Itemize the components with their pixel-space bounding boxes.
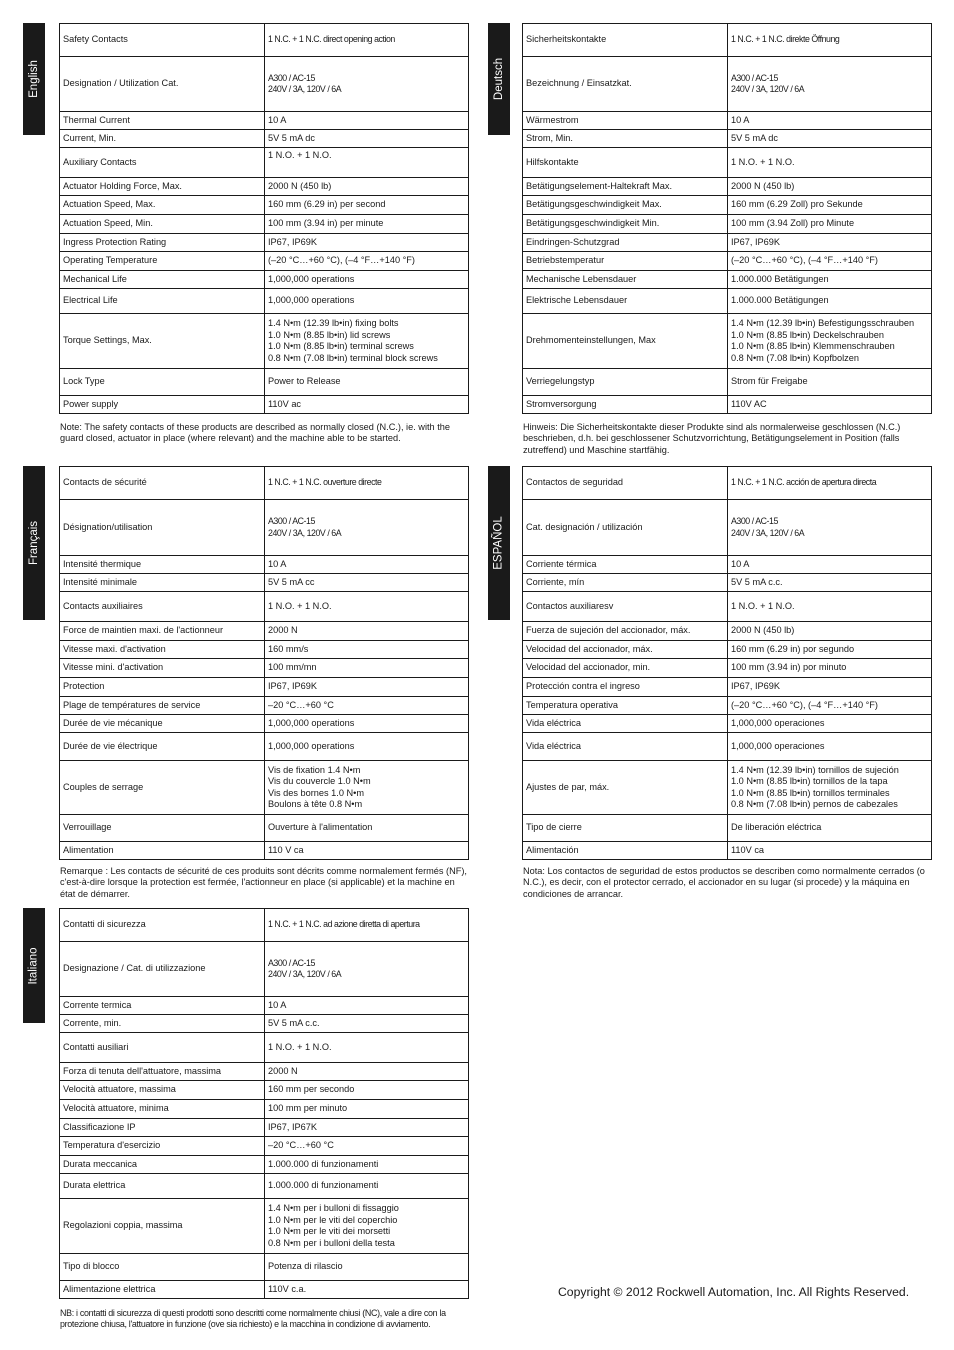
spec-label: Contatti di sicurezza (60, 909, 265, 942)
spec-label: Eindringen-Schutzgrad (523, 234, 728, 252)
spec-label: Wärmestrom (523, 112, 728, 130)
spec-label: Betätigungsgeschwindigkeit Max. (523, 196, 728, 215)
spec-label: Safety Contacts (60, 24, 265, 57)
language-tab-label: ESPAÑOL (493, 516, 506, 570)
table-row (523, 678, 932, 697)
table-row (60, 1081, 469, 1100)
spec-label: Tipo de cierre (523, 815, 728, 842)
table-row (60, 733, 469, 761)
spec-value: 1 N.C. + 1 N.C. ad azione diretta di apertura (265, 909, 469, 942)
table-row (60, 1254, 469, 1281)
table-row (523, 815, 932, 842)
spec-table-deutsch (522, 23, 932, 414)
spec-label: Thermal Current (60, 112, 265, 130)
spec-label: Auxiliary Contacts (60, 148, 265, 178)
spec-value: 1 N.O. + 1 N.O. (728, 592, 932, 622)
spec-value: 10 A (265, 112, 469, 130)
table-row (523, 556, 932, 574)
spec-table-espanol (522, 466, 932, 860)
spec-value: 2000 N (265, 622, 469, 641)
table-row (60, 641, 469, 659)
table-row (523, 234, 932, 252)
table-row (60, 1063, 469, 1081)
spec-label: Corrente termica (60, 997, 265, 1015)
spec-value: 160 mm (6.29 in) por segundo (728, 641, 932, 659)
table-row (60, 196, 469, 215)
note-english: Note: The safety contacts of these products are described as normally closed (N.C.), ie. with the guard closed, actuator in place (where relevant) and the machine able to be started. (60, 422, 450, 444)
table-row (60, 574, 469, 592)
table-row (60, 24, 469, 57)
spec-label: Corriente, mín (523, 574, 728, 592)
spec-label: Strom, Min. (523, 130, 728, 148)
spec-label: Current, Min. (60, 130, 265, 148)
table-row (60, 178, 469, 196)
table-row (523, 178, 932, 196)
spec-value: 110V ac (265, 396, 469, 414)
spec-label: Intensité thermique (60, 556, 265, 574)
spec-label: Forza di tenuta dell'attuatore, massima (60, 1063, 265, 1081)
spec-label: Stromversorgung (523, 396, 728, 414)
table-row (60, 1015, 469, 1033)
table-row (60, 678, 469, 697)
spec-value: Potenza di rilascio (265, 1254, 469, 1281)
note-espanol: Nota: Los contactos de seguridad de estos productos se describen como normalmente cerrados (o N.C.), es decir, con el protector cerrado, el accionador en su lugar (si procede) y la máquina en condiciones de arrancar. (523, 866, 925, 899)
table-row (60, 234, 469, 252)
spec-value: 110 V ca (265, 842, 469, 860)
spec-label: Contacts de sécurité (60, 467, 265, 500)
table-row (523, 196, 932, 215)
language-tab-deutsch (488, 23, 510, 135)
spec-label: Actuation Speed, Min. (60, 215, 265, 234)
spec-value: 110V AC (728, 396, 932, 414)
table-row (60, 815, 469, 842)
spec-value: 5V 5 mA dc (265, 130, 469, 148)
language-tab-francais (23, 466, 45, 620)
spec-label: Tipo di blocco (60, 1254, 265, 1281)
spec-label: Bezeichnung / Einsatzkat. (523, 57, 728, 112)
spec-value: 1 N.C. + 1 N.C. direkte Öffnung (728, 24, 932, 57)
table-row (60, 942, 469, 997)
spec-value: 1,000,000 operaciones (728, 715, 932, 733)
table-row (60, 592, 469, 622)
table-row (523, 148, 932, 178)
table-row (60, 1174, 469, 1199)
spec-label: Durée de vie électrique (60, 733, 265, 761)
spec-label: Durata elettrica (60, 1174, 265, 1199)
table-row (60, 1033, 469, 1063)
spec-label: Classificazione IP (60, 1119, 265, 1137)
table-row (523, 112, 932, 130)
spec-value: 1.4 N•m (12.39 lb•in) Befestigungsschrauben 1.0 N•m (8.85 lb•in) Deckelschrauben 1.0 N•m (8.85 lb•in) Klemmenschrauben 0.8 N•m (7.08 lb•in) Kopfbolzen (728, 314, 932, 369)
spec-label: Elektrische Lebensdauer (523, 289, 728, 314)
table-row (60, 314, 469, 369)
spec-value: 1,000,000 operations (265, 289, 469, 314)
spec-value: A300 / AC-15 240V / 3A, 120V / 6A (265, 57, 469, 112)
table-row (60, 697, 469, 715)
spec-value: 1,000,000 operations (265, 715, 469, 733)
table-row (60, 761, 469, 815)
table-row (60, 1199, 469, 1254)
spec-label: Verrouillage (60, 815, 265, 842)
spec-label: Couples de serrage (60, 761, 265, 815)
spec-value: A300 / AC-15 240V / 3A, 120V / 6A (728, 500, 932, 556)
spec-value: 1.4 N•m (12.39 lb•in) tornillos de sujeción 1.0 N•m (8.85 lb•in) tornillos de la tapa 1.0 N•m (8.85 lb•in) tornillos terminales 0.8 N•m (7.08 lb•in) pernos de cabezales (728, 761, 932, 815)
spec-value: 2000 N (265, 1063, 469, 1081)
spec-value: 100 mm per minuto (265, 1100, 469, 1119)
table-row (60, 252, 469, 271)
spec-label: Velocidad del accionador, min. (523, 659, 728, 678)
spec-value: De liberación eléctrica (728, 815, 932, 842)
table-row (523, 842, 932, 860)
language-tab-italiano (23, 908, 45, 1023)
spec-label: Corrente, min. (60, 1015, 265, 1033)
table-row (523, 369, 932, 396)
table-row (523, 24, 932, 57)
table-row (523, 57, 932, 112)
note-francais: Remarque : Les contacts de sécurité de ces produits sont décrits comme normalement fermés (NF), c'est-à-dire lorsque la protection est fermée, l'actionneur en place (si applicable) et la machine en état de démarrer. (60, 866, 467, 899)
spec-value: A300 / AC-15 240V / 3A, 120V / 6A (265, 942, 469, 997)
spec-label: Torque Settings, Max. (60, 314, 265, 369)
spec-label: Sicherheitskontakte (523, 24, 728, 57)
table-row (60, 1119, 469, 1137)
spec-value: 10 A (265, 556, 469, 574)
spec-value: (–20 °C…+60 °C), (–4 °F…+140 °F) (265, 252, 469, 271)
spec-label: Actuation Speed, Max. (60, 196, 265, 215)
spec-value: (–20 °C…+60 °C), (–4 °F…+140 °F) (728, 697, 932, 715)
table-row (60, 57, 469, 112)
spec-value: 1.000.000 Betätigungen (728, 271, 932, 289)
spec-label: Contactos de seguridad (523, 467, 728, 500)
spec-value: IP67, IP69K (265, 678, 469, 697)
table-row (523, 697, 932, 715)
table-row (60, 842, 469, 860)
table-row (60, 715, 469, 733)
spec-value: (–20 °C…+60 °C), (–4 °F…+140 °F) (728, 252, 932, 271)
spec-label: Corriente térmica (523, 556, 728, 574)
table-row (523, 641, 932, 659)
spec-label: Drehmomenteinstellungen, Max (523, 314, 728, 369)
spec-label: Fuerza de sujeción del accionador, máx. (523, 622, 728, 641)
spec-value: –20 °C…+60 °C (265, 1137, 469, 1156)
spec-label: Alimentation (60, 842, 265, 860)
table-row (523, 715, 932, 733)
spec-value: 1 N.C. + 1 N.C. ouverture directe (265, 467, 469, 500)
spec-label: Actuator Holding Force, Max. (60, 178, 265, 196)
spec-table-francais (59, 466, 469, 860)
spec-value: Vis de fixation 1.4 N•m Vis du couvercle 1.0 N•m Vis des bornes 1.0 N•m Boulons à tête 0.8 N•m (265, 761, 469, 815)
note-deutsch: Hinweis: Die Sicherheitskontakte dieser Produkte sind als normalerweise geschlossen (N.C.) beschrieben, d.h. bei geschlossener Schutzvorrichtung, Betätigungselement in Position (falls zutreffend) und Maschine startfähig. (523, 422, 901, 455)
spec-label: Designazione / Cat. di utilizzazione (60, 942, 265, 997)
spec-value: 2000 N (450 lb) (265, 178, 469, 196)
spec-value: 100 mm (3.94 Zoll) pro Minute (728, 215, 932, 234)
table-row (60, 467, 469, 500)
table-row (60, 271, 469, 289)
table-row (60, 500, 469, 556)
spec-value: 1.000.000 Betätigungen (728, 289, 932, 314)
spec-label: Alimentazione elettrica (60, 1281, 265, 1299)
table-row (60, 997, 469, 1015)
spec-value: 1,000,000 operations (265, 271, 469, 289)
language-tab-label: Italiano (28, 946, 40, 985)
spec-label: Regolazioni coppia, massima (60, 1199, 265, 1254)
table-row (60, 909, 469, 942)
table-row (60, 369, 469, 396)
spec-value: IP67, IP67K (265, 1119, 469, 1137)
table-row (60, 396, 469, 414)
table-row (523, 314, 932, 369)
note-italiano: NB: i contatti di sicurezza di questi prodotti sono descritti come normalmente chiusi (NC), vale a dire con la protezione chiusa, l'attuatore in funzione (ove sia richiesto) e la macchina in condizione di avviamento. (60, 1308, 446, 1330)
table-row (523, 622, 932, 641)
spec-value: 1.4 N•m (12.39 lb•in) fixing bolts 1.0 N•m (8.85 lb•in) lid screws 1.0 N•m (8.85 lb•in) terminal screws 0.8 N•m (7.08 lb•in) terminal block screws (265, 314, 469, 369)
spec-value: IP67, IP69K (728, 678, 932, 697)
spec-label: Mechanische Lebensdauer (523, 271, 728, 289)
language-tab-label: Deutsch (493, 57, 505, 101)
spec-value: Strom für Freigabe (728, 369, 932, 396)
spec-value: Power to Release (265, 369, 469, 396)
spec-value: 160 mm per secondo (265, 1081, 469, 1100)
spec-label: Hilfskontakte (523, 148, 728, 178)
spec-label: Betätigungsgeschwindigkeit Min. (523, 215, 728, 234)
table-row (60, 130, 469, 148)
spec-value: IP67, IP69K (265, 234, 469, 252)
spec-label: Velocidad del accionador, máx. (523, 641, 728, 659)
spec-label: Protection (60, 678, 265, 697)
spec-label: Velocità attuatore, minima (60, 1100, 265, 1119)
spec-value: Ouverture à l'alimentation (265, 815, 469, 842)
spec-label: Plage de températures de service (60, 697, 265, 715)
spec-value: 10 A (265, 997, 469, 1015)
copyright-notice: Copyright © 2012 Rockwell Automation, Inc. All Rights Reserved. (558, 1285, 910, 1299)
spec-label: Force de maintien maxi. de l'actionneur (60, 622, 265, 641)
spec-label: Désignation/utilisation (60, 500, 265, 556)
table-row (523, 574, 932, 592)
spec-value: 2000 N (450 lb) (728, 622, 932, 641)
table-row (60, 556, 469, 574)
spec-label: Durata meccanica (60, 1156, 265, 1174)
spec-label: Contatti ausiliari (60, 1033, 265, 1063)
spec-value: A300 / AC-15 240V / 3A, 120V / 6A (728, 57, 932, 112)
spec-label: Velocità attuatore, massima (60, 1081, 265, 1100)
spec-label: Protección contra el ingreso (523, 678, 728, 697)
table-row (523, 592, 932, 622)
spec-value: 1 N.O. + 1 N.O. (265, 592, 469, 622)
table-row (523, 733, 932, 761)
spec-label: Mechanical Life (60, 271, 265, 289)
spec-label: Temperatura d'esercizio (60, 1137, 265, 1156)
spec-value: 1 N.C. + 1 N.C. acción de apertura directa (728, 467, 932, 500)
spec-label: Contacts auxiliaires (60, 592, 265, 622)
table-row (60, 289, 469, 314)
table-row (523, 215, 932, 234)
spec-label: Vida eléctrica (523, 733, 728, 761)
table-row (523, 271, 932, 289)
spec-label: Electrical Life (60, 289, 265, 314)
table-row (60, 215, 469, 234)
table-row (523, 659, 932, 678)
table-row (60, 1137, 469, 1156)
spec-label: Ingress Protection Rating (60, 234, 265, 252)
spec-label: Durée de vie mécanique (60, 715, 265, 733)
table-row (523, 396, 932, 414)
table-row (60, 148, 469, 178)
table-row (523, 252, 932, 271)
table-row (60, 622, 469, 641)
spec-value: 10 A (728, 112, 932, 130)
spec-value: 1.000.000 di funzionamenti (265, 1156, 469, 1174)
spec-value: 1.4 N•m per i bulloni di fissaggio 1.0 N•m per le viti del coperchio 1.0 N•m per le viti dei morsetti 0.8 N•m per i bulloni della testa (265, 1199, 469, 1254)
language-tab-espanol (488, 466, 510, 620)
spec-table-italiano (59, 908, 469, 1299)
table-row (60, 1281, 469, 1299)
table-row (523, 761, 932, 815)
table-row (523, 500, 932, 556)
spec-table-english (59, 23, 469, 414)
spec-label: Temperatura operativa (523, 697, 728, 715)
table-row (60, 659, 469, 678)
language-tab-label: English (28, 60, 40, 98)
spec-value: 5V 5 mA c.c. (265, 1015, 469, 1033)
spec-value: 100 mm (3.94 in) per minute (265, 215, 469, 234)
spec-value: 5V 5 mA cc (265, 574, 469, 592)
spec-label: Vitesse maxi. d'activation (60, 641, 265, 659)
spec-label: Lock Type (60, 369, 265, 396)
spec-value: 2000 N (450 lb) (728, 178, 932, 196)
language-tab-label: Français (28, 520, 41, 566)
spec-value: 5V 5 mA c.c. (728, 574, 932, 592)
spec-value: IP67, IP69K (728, 234, 932, 252)
spec-value: –20 °C…+60 °C (265, 697, 469, 715)
spec-label: Verriegelungstyp (523, 369, 728, 396)
spec-label: Designation / Utilization Cat. (60, 57, 265, 112)
spec-value: 1.000.000 di funzionamenti (265, 1174, 469, 1199)
spec-value: 110V c.a. (265, 1281, 469, 1299)
spec-value: A300 / AC-15 240V / 3A, 120V / 6A (265, 500, 469, 556)
table-row (60, 112, 469, 130)
spec-value: 160 mm (6.29 Zoll) pro Sekunde (728, 196, 932, 215)
spec-value: 1 N.C. + 1 N.C. direct opening action (265, 24, 469, 57)
spec-label: Intensité minimale (60, 574, 265, 592)
spec-value: 160 mm/s (265, 641, 469, 659)
table-row (60, 1100, 469, 1119)
spec-value: 1 N.O. + 1 N.O. (728, 148, 932, 178)
spec-label: Contactos auxiliaresv (523, 592, 728, 622)
spec-label: Ajustes de par, máx. (523, 761, 728, 815)
table-row (523, 467, 932, 500)
spec-value: 5V 5 mA dc (728, 130, 932, 148)
spec-label: Vida eléctrica (523, 715, 728, 733)
spec-value: 1 N.O. + 1 N.O. (265, 1033, 469, 1063)
spec-value: 160 mm (6.29 in) per second (265, 196, 469, 215)
spec-value: 1,000,000 operaciones (728, 733, 932, 761)
spec-label: Cat. designación / utilización (523, 500, 728, 556)
table-row (523, 289, 932, 314)
spec-value: 1 N.O. + 1 N.O. (265, 148, 469, 178)
spec-value: 1,000,000 operations (265, 733, 469, 761)
spec-label: Betriebstemperatur (523, 252, 728, 271)
spec-value: 10 A (728, 556, 932, 574)
spec-label: Vitesse mini. d'activation (60, 659, 265, 678)
spec-label: Alimentación (523, 842, 728, 860)
language-tab-english (23, 23, 45, 135)
table-row (60, 1156, 469, 1174)
spec-value: 110V ca (728, 842, 932, 860)
table-row (523, 130, 932, 148)
spec-value: 100 mm/mn (265, 659, 469, 678)
spec-label: Betätigungselement-Haltekraft Max. (523, 178, 728, 196)
spec-value: 100 mm (3.94 in) por minuto (728, 659, 932, 678)
spec-label: Operating Temperature (60, 252, 265, 271)
spec-label: Power supply (60, 396, 265, 414)
